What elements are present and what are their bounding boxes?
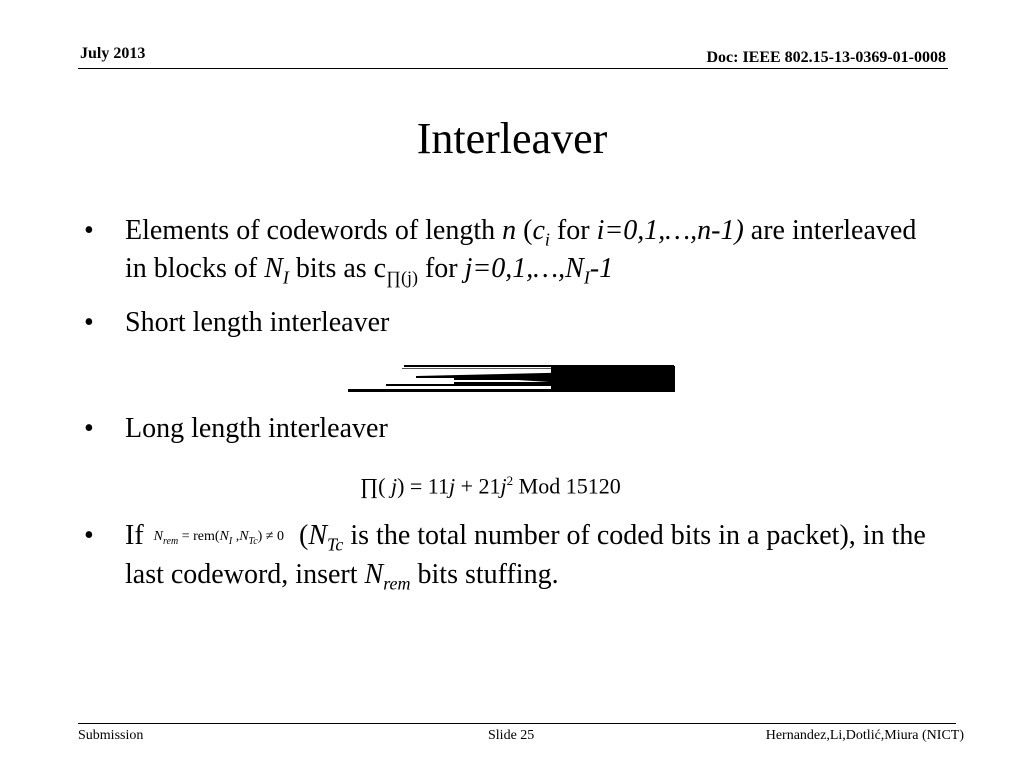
text-run: ( [516,215,533,246]
var-N: N [264,253,283,284]
bullet-text: Long length interleaver [125,413,388,444]
header-date: July 2013 [80,45,146,62]
bullet-codeword-elements [84,212,944,288]
var-NTc-sub: Tc [327,534,344,555]
text-run: for [417,253,465,284]
bullet-text [125,517,944,594]
text-run: are interleaved in blocks of [125,215,917,284]
eq-text: = rem( [178,529,220,544]
bullet-dot: • [84,307,94,338]
long-interleaver-equation [360,467,621,500]
text-run: If [125,520,144,551]
text-run: Elements of codewords of length [125,215,503,246]
var-c-sub: i [544,229,550,250]
text-run: bits as c [288,253,387,284]
image-stripe [348,389,552,392]
text-run: for [549,215,597,246]
range-j: j=0,1,…,N [464,253,584,284]
text-run: ( [292,520,309,551]
slide-title: Interleaver [416,114,608,163]
bullet-dot: • [84,413,94,444]
footer-divider [78,723,956,724]
image-stripe [454,376,552,380]
footer-slide-number: Slide 25 [488,728,535,743]
footer-submission: Submission [78,728,144,743]
var-Nrem: N [364,559,384,590]
pi-symbol: ∏ [360,473,379,499]
range-i: i=0,1,…,n-1) [596,215,744,246]
range-j-sub: I [583,267,590,288]
eq-text: Mod 15120 [513,473,621,499]
bullet-long-interleaver [84,410,944,448]
eq-var: N [153,529,163,544]
eq-var: j [449,473,456,499]
eq-text: + 21 [455,473,501,499]
eq-text: ) = 11 [397,473,449,499]
eq-sup: 2 [506,473,514,488]
eq-sub: Tc [248,535,258,547]
eq-text: ( [378,473,391,499]
range-j-end: -1 [589,253,614,284]
bullet-bits-stuffing [84,517,944,594]
eq-text: , [232,529,240,544]
var-c: c [532,215,545,246]
text-run: is the total number of coded bits in a packet), in the last codeword, insert [125,520,926,590]
c-pi-sub: ∏(j) [386,267,418,288]
eq-var: j [390,473,398,499]
bullet-dot: • [84,520,94,551]
var-N-sub: I [282,267,289,288]
eq-sub: I [228,535,233,547]
var-Nrem-sub: rem [383,573,411,594]
var-n: n [502,215,517,246]
eq-var: N [239,529,249,544]
footer-authors: Hernandez,Li,Dotlić,Miura (NICT) [765,728,964,743]
image-stripe [386,384,552,386]
short-interleaver-equation-image [346,364,678,394]
header-divider [78,68,948,69]
bullet-text [125,212,944,288]
text-run: bits stuffing. [410,559,559,590]
nrem-equation [154,518,284,556]
eq-var: N [219,529,229,544]
eq-text: ) ≠ 0 [257,529,284,544]
eq-sub: rem [163,535,179,547]
header-doc-id: Doc: IEEE 802.15-13-0369-01-0008 [706,49,946,66]
bullet-short-interleaver [84,304,944,342]
eq-var: j [500,473,507,499]
var-NTc: N [308,520,328,551]
bullet-dot: • [84,215,94,246]
bullet-text: Short length interleaver [125,307,390,338]
